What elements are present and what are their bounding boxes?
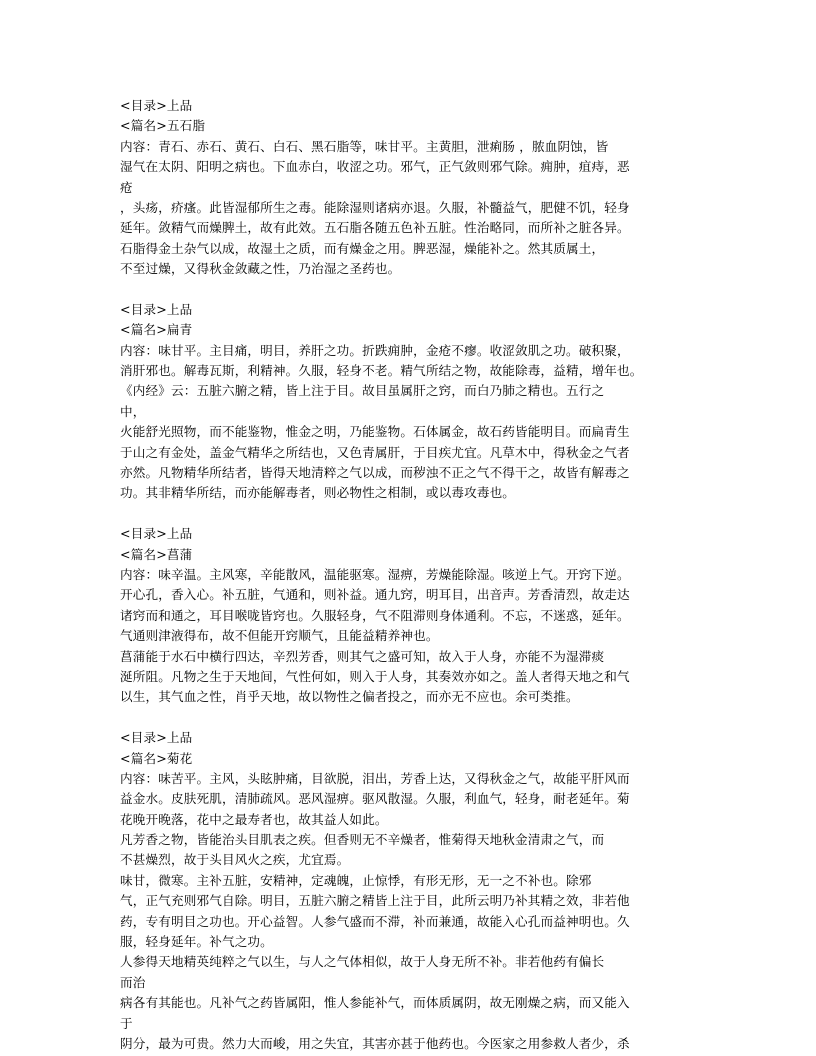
text-line: 不至过燥，又得秋金敛藏之性，乃治湿之圣药也。 [120,261,401,277]
text-line: 火能舒光照物，而不能鉴物，惟金之明，乃能鉴物。石体属金，故石药皆能明目。而扁青生 [120,424,630,440]
text-line: 疮 [120,179,133,195]
document-page [120,96,696,1054]
entry-changpu [120,524,696,708]
catalog-line: <目录>上品 [120,526,193,542]
text-line: 阴分，最为可贵。然力大而峻，用之失宜，其害亦甚于他药也。今医家之用参救人者少，杀 [120,1035,630,1051]
entry-juhua [120,728,696,1054]
catalog-line: <目录>上品 [120,730,193,746]
text-line: 菖蒲能于水石中横行四达，辛烈芳香，则其气之盛可知，故入于人身，亦能不为湿滞痰 [120,648,605,664]
text-line: 《内经》云：五脏六腑之精，皆上注于目。故目虽属肝之窍，而白乃肺之精也。五行之 [120,383,605,399]
title-line: <篇名>菊花 [120,750,193,766]
text-line: 病各有其能也。凡补气之药皆属阳，惟人参能补气，而体质属阴，故无刚燥之病，而又能入 [120,995,630,1011]
text-line: 气，正气充则邪气自除。明目，五脏六腑之精皆上注于目，此所云明乃补其精之效，非若他 [120,893,630,909]
catalog-line: <目录>上品 [120,98,193,113]
section-gap [120,280,696,300]
text-line: 凡芳香之物，皆能治头目肌表之疾。但香则无不辛燥者，惟菊得天地秋金清肃之气，而 [120,832,605,848]
catalog-line: <目录>上品 [120,301,193,317]
text-line: 功。其非精华所结，而亦能解毒者，则必物性之相制，或以毒攻毒也。 [120,485,516,501]
text-line: 内容：味辛温。主风寒，辛能散风，温能驱寒。湿痹，芳燥能除湿。咳逆上气。开窍下逆。 [120,566,630,582]
text-line: 而治 [120,974,146,990]
text-line: 气通则津液得布，故不但能开窍顺气，且能益精养神也。 [120,628,439,644]
text-line: 延年。敛精气而燥脾土，故有此效。五石脂各随五色补五脏。性治略同，而所补之脏各异。 [120,220,630,236]
text-line: 服，轻身延年。补气之功。 [120,934,273,950]
text-line: 诸窍而和通之，耳目喉咙皆窍也。久服轻身，气不阻滞则身体通利。不忘，不迷惑，延年。 [120,607,630,623]
text-line: 开心孔，香入心。补五脏，气通和，则补益。通九窍，明耳目，出音声。芳香清烈，故走达 [120,587,630,603]
text-line: 石脂得金土杂气以成，故湿土之质，而有燥金之用。脾恶湿，燥能补之。然其质属土， [120,240,605,256]
text-line: 益金水。皮肤死肌，清肺疏风。恶风湿痹。驱风散湿。久服，利血气，轻身，耐老延年。菊 [120,791,630,807]
text-line: 湿气在太阴、阳明之病也。下血赤白，收涩之功。邪气，正气敛则邪气除。痈肿，疽痔，恶 [120,159,630,175]
text-line: 内容：青石、赤石、黄石、白石、黑石脂等，味甘平。主黄胆，泄痢肠 ，脓血阴蚀，皆 [120,138,609,154]
text-line: 亦然。凡物精华所结者，皆得天地清粹之气以成，而秽浊不正之气不得干之，故皆有解毒之 [120,465,630,481]
title-line: <篇名>菖蒲 [120,546,193,562]
text-line: 内容：味苦平。主风，头眩肿痛，目欲脱，泪出，芳香上达，又得秋金之气，故能平肝风而 [120,770,630,786]
entry-bianqing [120,300,696,504]
text-line: 于山之有金处，盖金气精华之所结也，又色青属肝，于目疾尤宜。凡草木中，得秋金之气者 [120,444,630,460]
text-line: ，头疡，疥瘙。此皆湿郁所生之毒。能除湿则诸病亦退。久服，补髓益气，肥健不饥，轻身 [120,199,630,215]
text-line: 涎所阻。凡物之生于天地间，气性何如，则入于人身，其奏效亦如之。盖人者得天地之和气 [120,668,630,684]
text-line: 味甘，微寒。主补五脏，安精神，定魂魄，止惊悸，有形无形，无一之不补也。除邪 [120,872,592,888]
title-line: <篇名>扁青 [120,322,193,338]
text-line: 中， [120,403,146,419]
text-line: 内容：味甘平。主目痛，明目，养肝之功。折跌痈肿，金疮不瘳。收涩敛肌之功。破积聚， [120,342,630,358]
title-line: <篇名>五石脂 [120,118,206,134]
entry-wushizhi [120,96,696,280]
text-line: 人参得天地精英纯粹之气以生，与人之气体相似，故于人身无所不补。非若他药有偏长 [120,954,605,970]
text-line: 药，专有明目之功也。开心益智。人参气盛而不滞，补而兼通，故能入心孔而益神明也。久 [120,913,630,929]
text-line: 于 [120,1015,133,1031]
text-line: 不甚燥烈，故于头目风火之疾，尤宜焉。 [120,852,350,868]
section-gap [120,708,696,728]
section-gap [120,504,696,524]
text-line: 消肝邪也。解毒瓦斯，利精神。久服，轻身不老。精气所结之物，故能除毒，益精，增年也。 [120,363,643,379]
text-line: 以生，其气血之性，肖乎天地，故以物性之偏者投之，而亦无不应也。余可类推。 [120,689,579,705]
text-line: 花晚开晚落，花中之最寿者也，故其益人如此。 [120,811,388,827]
